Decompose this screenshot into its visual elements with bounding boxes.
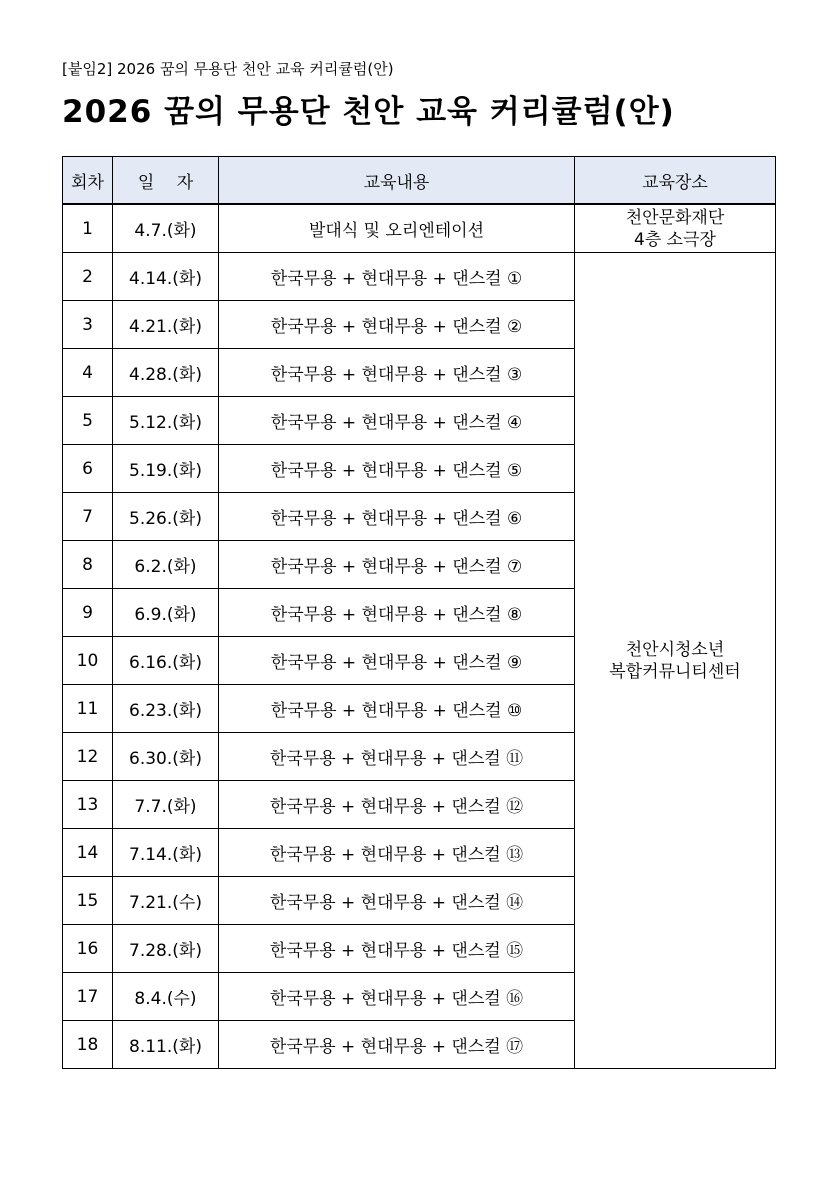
cell-session: 11 [63, 685, 113, 733]
cell-content: 한국무용 + 현대무용 + 댄스컬 ⑪ [219, 733, 575, 781]
cell-content: 한국무용 + 현대무용 + 댄스컬 ④ [219, 397, 575, 445]
cell-session: 1 [63, 204, 113, 253]
cell-date: 6.9.(화) [113, 589, 219, 637]
cell-session: 7 [63, 493, 113, 541]
place-line1: 천안시청소년 [625, 639, 725, 660]
cell-date: 7.21.(수) [113, 877, 219, 925]
place-line2: 4층 소극장 [634, 229, 716, 250]
cell-session: 8 [63, 541, 113, 589]
table-body [63, 204, 776, 1069]
cell-date: 4.7.(화) [113, 204, 219, 253]
cell-session: 3 [63, 301, 113, 349]
cell-content: 한국무용 + 현대무용 + 댄스컬 ⑧ [219, 589, 575, 637]
cell-session: 17 [63, 973, 113, 1021]
cell-content: 한국무용 + 현대무용 + 댄스컬 ⑩ [219, 685, 575, 733]
cell-content: 한국무용 + 현대무용 + 댄스컬 ① [219, 253, 575, 301]
cell-session: 9 [63, 589, 113, 637]
cell-content: 한국무용 + 현대무용 + 댄스컬 ⑭ [219, 877, 575, 925]
cell-content: 한국무용 + 현대무용 + 댄스컬 ⑫ [219, 781, 575, 829]
cell-date: 5.12.(화) [113, 397, 219, 445]
cell-session: 16 [63, 925, 113, 973]
header-content: 교육내용 [219, 157, 575, 205]
document-caption: [붙임2] 2026 꿈의 무용단 천안 교육 커리큘럼(안) [62, 60, 394, 78]
place-line2: 복합커뮤니티센터 [609, 661, 741, 682]
cell-content: 발대식 및 오리엔테이션 [219, 204, 575, 253]
document-title: 2026 꿈의 무용단 천안 교육 커리큘럼(안) [62, 94, 675, 130]
cell-date: 7.28.(화) [113, 925, 219, 973]
cell-session: 10 [63, 637, 113, 685]
cell-date: 6.2.(화) [113, 541, 219, 589]
cell-date: 8.4.(수) [113, 973, 219, 1021]
cell-content: 한국무용 + 현대무용 + 댄스컬 ⑬ [219, 829, 575, 877]
cell-date: 4.28.(화) [113, 349, 219, 397]
cell-date: 6.30.(화) [113, 733, 219, 781]
cell-content: 한국무용 + 현대무용 + 댄스컬 ⑤ [219, 445, 575, 493]
cell-content: 한국무용 + 현대무용 + 댄스컬 ⑦ [219, 541, 575, 589]
place-line1: 천안문화재단 [625, 207, 725, 228]
cell-place [575, 253, 776, 1069]
cell-content: 한국무용 + 현대무용 + 댄스컬 ⑥ [219, 493, 575, 541]
cell-content: 한국무용 + 현대무용 + 댄스컬 ③ [219, 349, 575, 397]
cell-session: 14 [63, 829, 113, 877]
cell-session: 18 [63, 1021, 113, 1069]
table-header-row [63, 157, 776, 205]
curriculum-table [62, 156, 776, 1069]
cell-session: 13 [63, 781, 113, 829]
table-row [63, 253, 776, 301]
cell-date: 4.14.(화) [113, 253, 219, 301]
cell-date: 4.21.(화) [113, 301, 219, 349]
header-session: 회차 [63, 157, 113, 205]
cell-session: 2 [63, 253, 113, 301]
cell-place [575, 204, 776, 253]
cell-content: 한국무용 + 현대무용 + 댄스컬 ⑯ [219, 973, 575, 1021]
cell-date: 7.7.(화) [113, 781, 219, 829]
cell-date: 6.23.(화) [113, 685, 219, 733]
cell-date: 7.14.(화) [113, 829, 219, 877]
cell-content: 한국무용 + 현대무용 + 댄스컬 ⑮ [219, 925, 575, 973]
header-place: 교육장소 [575, 157, 776, 205]
cell-session: 12 [63, 733, 113, 781]
cell-content: 한국무용 + 현대무용 + 댄스컬 ② [219, 301, 575, 349]
cell-session: 4 [63, 349, 113, 397]
cell-date: 5.19.(화) [113, 445, 219, 493]
cell-date: 6.16.(화) [113, 637, 219, 685]
header-date: 일 자 [113, 157, 219, 205]
cell-content: 한국무용 + 현대무용 + 댄스컬 ⑰ [219, 1021, 575, 1069]
table-row [63, 204, 776, 253]
cell-session: 15 [63, 877, 113, 925]
cell-content: 한국무용 + 현대무용 + 댄스컬 ⑨ [219, 637, 575, 685]
cell-date: 5.26.(화) [113, 493, 219, 541]
cell-session: 5 [63, 397, 113, 445]
cell-session: 6 [63, 445, 113, 493]
cell-date: 8.11.(화) [113, 1021, 219, 1069]
